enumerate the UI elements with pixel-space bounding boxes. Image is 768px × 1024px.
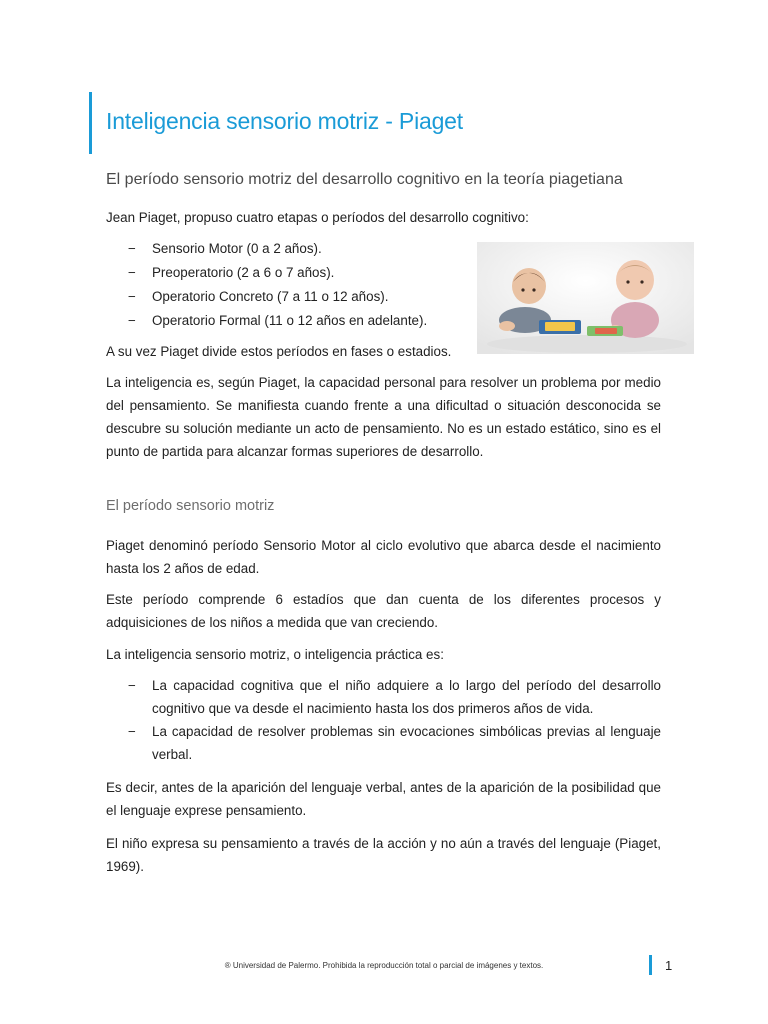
section-paragraph-1: Piaget denominó período Sensorio Motor al ciclo evolutivo que abarca desde el nacimiento hasta los 2 años de edad. [106,538,661,576]
section-paragraph-4: Es decir, antes de la aparición del lenguaje verbal, antes de la aparición de la posibilidad que el lenguaje exprese pensamiento. [106,780,661,818]
babies-illustration [477,242,694,354]
practical-intelligence-list [106,674,661,766]
list-item: − Preoperatorio (2 a 6 o 7 años). [106,261,427,285]
section-paragraph-2: Este período comprende 6 estadíos que dan cuenta de los diferentes procesos y adquisiciones de los niños a medida que van creciendo. [106,592,661,630]
phases-note: A su vez Piaget divide estos períodos en fases o estadios. [106,344,452,359]
title-accent-bar [89,92,92,154]
page-title: Inteligencia sensorio motriz - Piaget [106,108,463,134]
list-item: − La capacidad cognitiva que el niño adquiere a lo largo del período del desarrollo cognitivo que va desde el nacimiento hasta los dos primeros años de vida. [106,674,661,720]
section-paragraph-5: El niño expresa su pensamiento a través de la acción y no aún a través del lenguaje (Piaget, 1969). [106,836,661,874]
list-item: − Operatorio Formal (11 o 12 años en adelante). [106,309,427,333]
page-subtitle: El período sensorio motriz del desarrollo cognitivo en la teoría piagetiana [106,171,623,188]
babies-photo [477,242,694,354]
stages-list [106,237,427,333]
list-item: − Sensorio Motor (0 a 2 años). [106,237,427,261]
footer-accent-bar [649,955,652,975]
section-paragraph-3: La inteligencia sensorio motriz, o inteligencia práctica es: [106,647,444,662]
section-heading: El período sensorio motriz [106,498,275,514]
list-item: − La capacidad de resolver problemas sin evocaciones simbólicas previas al lenguaje verbal. [106,720,661,766]
intelligence-paragraph: La inteligencia es, según Piaget, la capacidad personal para resolver un problema por medio del pensamiento. Se manifiesta cuando frente a una dificultad o situación desconocida se descubre su solución mediante un acto de pensamiento. No es un estado estático, sino es el punto de partida para alcanzar formas superiores de desarrollo. [106,375,661,459]
intro-paragraph: Jean Piaget, propuso cuatro etapas o períodos del desarrollo cognitivo: [106,210,529,225]
list-item: − Operatorio Concreto (7 a 11 o 12 años). [106,285,427,309]
footer-copyright: ® Universidad de Palermo. Prohibida la reproducción total o parcial de imágenes y textos. [224,961,544,970]
page-number: 1 [665,958,673,973]
